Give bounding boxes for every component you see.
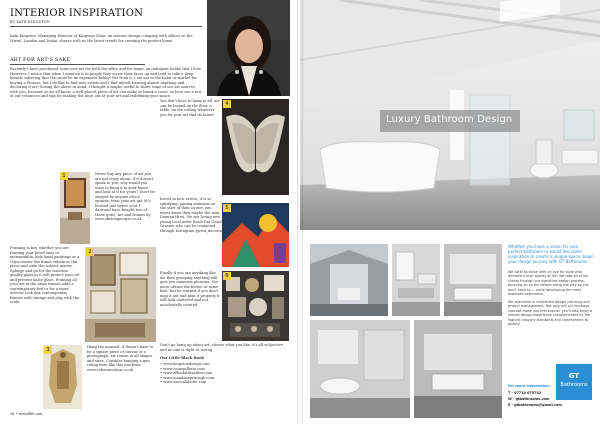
title-rule xyxy=(10,26,202,27)
byline: BY KATE KINGSTON xyxy=(10,20,50,24)
photo-number-4: 4 xyxy=(223,100,231,108)
section-rule xyxy=(10,64,145,65)
art-photo-3 xyxy=(43,345,82,409)
banner-title: Luxury Bathroom Design xyxy=(386,114,513,125)
intro-text: Kate Kingston, Managing Director of Kingston Shaw, an interior design company with offices on the Wirral, London and Dubai, shares with us the latest trends for creating the perfect home. xyxy=(10,34,193,43)
body-paragraph-3: Framing is key, whether you are framing your loved ones or memorabilia, kids hand paintings or a Goya ensure the frame enhances the piece and suits the subject matter. Splurge and go for the museum quality glass as it will protect your art and prevent nasty glare. Framing all your art in the same frames adds a contemporary feel or for a more eclectic look mix contemporary frames with vintage and play with the scale. xyxy=(10,246,80,304)
body-paragraph-4: Hang the unusual, it doesn't have to be a square piece of canvas or a photograph, art comes in all shapes and sizes. Consider hanging a gun rating here like this one from www.roberneedson.co.uk xyxy=(87,345,154,372)
art-photo-5 xyxy=(222,203,289,267)
thumb-photo-4 xyxy=(310,320,410,418)
art-photo-4 xyxy=(222,99,289,195)
contact-heading: For more information: xyxy=(508,384,551,388)
thumb-photo-1 xyxy=(310,244,388,316)
contact-email[interactable]: E - gtbathrooms@gmail.com xyxy=(508,403,562,407)
side-paragraph-3: Finally if you are anything like me then grouping anything will give you immense pleasure, the more obtuse the better, at some best, but be warned if you don't map it out and plan it properly it will look cluttered and not accidentally curated. xyxy=(160,271,220,307)
side-paragraph-4: Don't go hung up about art, choose what you like, it's all subjective and no one is right or wrong. xyxy=(160,343,283,352)
body-text-1: We cater to those with an eye for style who demand a high quality of life. We take all of our clients through our signature design process, focusing on all the details along the way so you don't have to — while developing the most exquisite bathrooms. xyxy=(508,270,589,297)
thumb-photo-5 xyxy=(414,320,502,418)
photo-number-5: 5 xyxy=(223,204,231,212)
side-paragraph-1: You don't have to hang at all, art can be leaned on the floor, a table, on the ceiling whatever you let your art find its home! xyxy=(160,99,220,117)
contact-web[interactable]: W - gtbathrooms.com xyxy=(508,397,550,401)
page-title: INTERIOR INSPIRATION xyxy=(10,8,144,19)
page-footer: 56 • wirrallife.com xyxy=(10,412,43,416)
lead-text: Whether you have a vision for your perfect bathroom or would like some inspiration to create a unique space, begin your design journey with GT Bathrooms. xyxy=(508,244,594,264)
logo-line-1: GT xyxy=(568,372,580,380)
right-page xyxy=(300,0,600,424)
link-item[interactable]: • www.kingstondesign.com xyxy=(160,362,290,367)
link-item[interactable]: • www.sonicalaborie.com xyxy=(160,380,290,385)
art-photo-2 xyxy=(85,247,156,342)
thumb-photo-3 xyxy=(444,244,502,316)
art-photo-1 xyxy=(60,172,90,244)
photo-number-1: 1 xyxy=(60,172,68,180)
photo-number-3: 3 xyxy=(44,346,52,354)
page-gutter xyxy=(297,0,303,424)
section-heading: ART FOR ART'S SAKE xyxy=(10,57,71,63)
author-portrait-photo xyxy=(207,0,290,96)
art-photo-6 xyxy=(222,271,289,341)
side-paragraph-2: Invest in new artists, it is so satisfying, joining someone on the start of their career, you never know they maybe the next Damien Hirst. We are loving new young local artist Rosie Dia Costa Graeme who can be contacted through Instagram @rosi_docosta xyxy=(160,197,222,233)
links-heading: Our Little Black Book xyxy=(160,356,204,360)
link-item[interactable]: • www.rosiegallerie.com xyxy=(160,367,290,372)
logo-line-2: Bathrooms xyxy=(560,382,588,388)
links-list xyxy=(160,362,290,385)
thumb-photo-2 xyxy=(392,244,440,316)
contact-phone[interactable]: T - 07710 075702 xyxy=(508,391,542,395)
gt-bathrooms-logo xyxy=(556,364,592,400)
body-paragraph-1: Recently I have purchased some new art for both the office and for home, an indulgent hobby that I love. However, I notice that when I mention it to people they screw their faces up and tend to take a deep breath, inferring that this must be an expensive hobby! Far from it, I am not in the habit or market for buying a Picasso, but I do like to find new artists and I find myself forming almost anything and declaring it art! Seeing the above in mind, I thought it maybe useful to share some of our art sources with you, because as we all know, a well placed piece of art can make or break a room, so here are a few of our resources and tips for making the most out of your art and redefining your space. xyxy=(10,67,202,98)
body-text-2: We specialise in residential design planning and project management. Not only will our boutique concept make you feel special, you'll also enjoy a shared design experience complemented by the highest industry standards and commitment to quality. xyxy=(508,300,593,327)
body-paragraph-2: Never buy any piece of art you are not crazy about, if it doesn't speak to you, why would you want to hang it in your home and look at it for years? Don't be swayed by anyone else's opinion; trust your art gut (it's located just below your 1 daresaid have bought two of those guts). Art and frames by www.sketchgeorgie.co.uk xyxy=(95,172,155,221)
photo-number-6: 6 xyxy=(223,272,231,280)
link-item[interactable]: • www.mandanoprintsgb.com xyxy=(160,376,290,381)
photo-number-2: 2 xyxy=(86,248,94,256)
link-item[interactable]: • www.affordableartfair.com xyxy=(160,371,290,376)
